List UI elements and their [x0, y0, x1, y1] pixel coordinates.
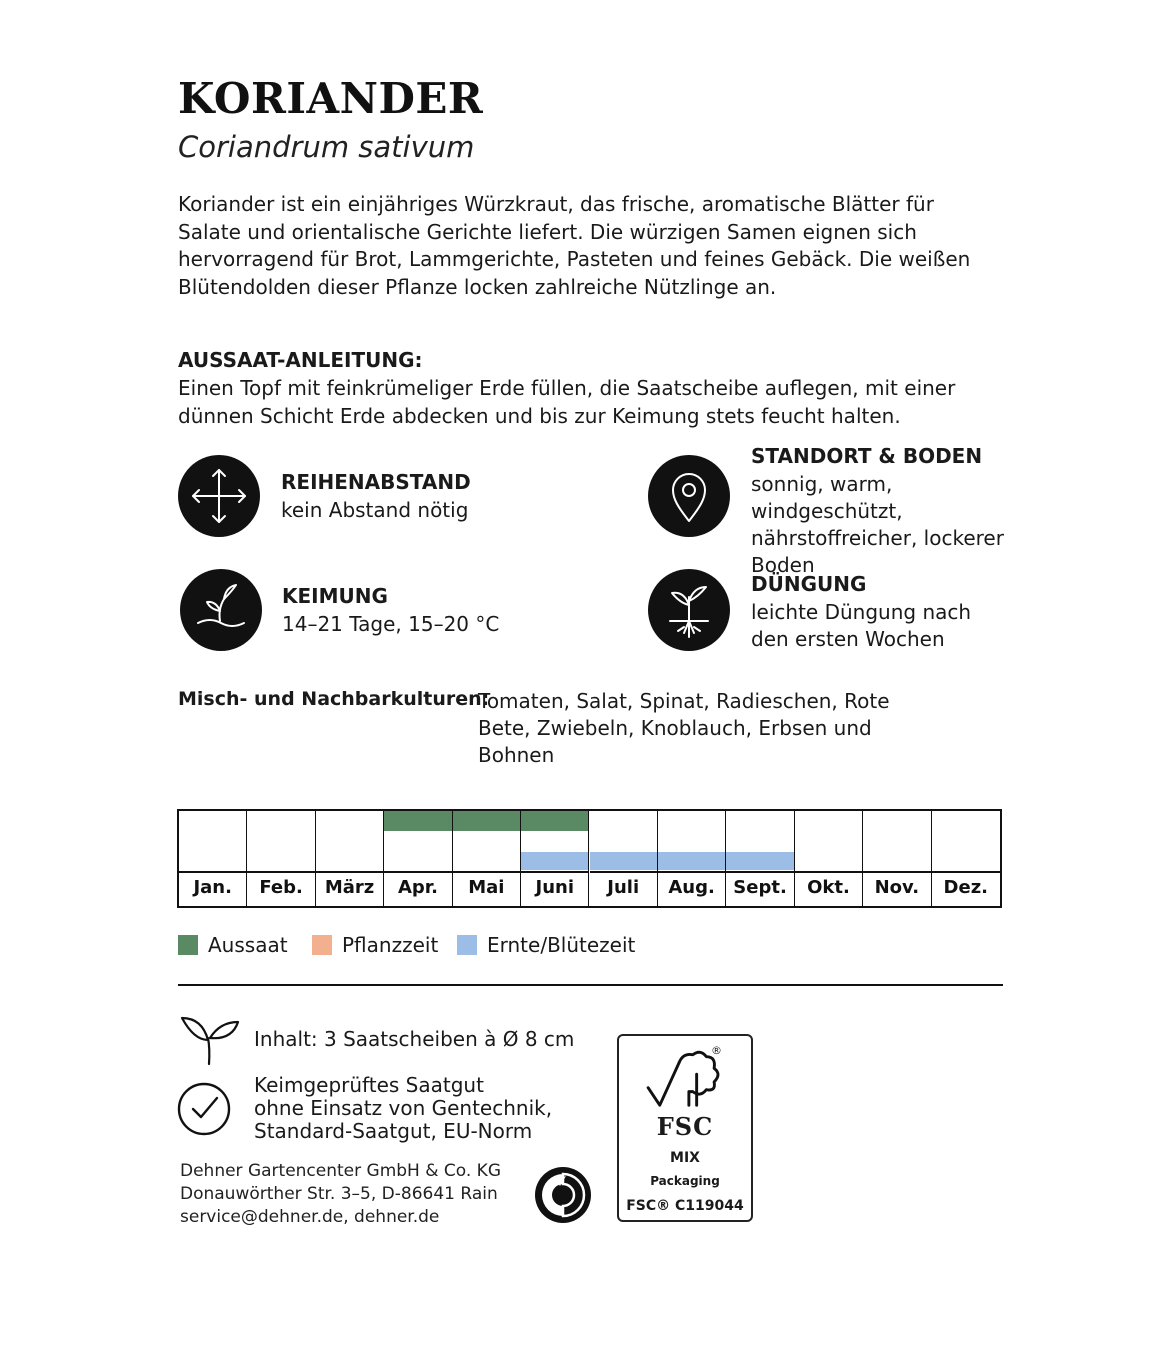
legend-swatch-planting [312, 935, 332, 955]
fsc-registered-mark: ® [711, 1044, 722, 1057]
location-pin-icon [648, 455, 730, 537]
calendar-month [179, 811, 247, 906]
calendar-month [932, 811, 1000, 906]
calendar-harvest-bar [521, 852, 588, 870]
calendar-month-label: Okt. [807, 877, 850, 898]
calendar-month [590, 811, 658, 906]
legend-harvest-label: Ernte/Blütezeit [487, 933, 636, 957]
calendar-row-divider [316, 871, 383, 873]
fertilizing-heading: DÜNGUNG [751, 572, 867, 596]
spacing-text: kein Abstand nötig [281, 498, 469, 522]
germination-heading: KEIMUNG [282, 584, 388, 608]
calendar-harvest-bar [726, 852, 793, 870]
calendar-month [521, 811, 589, 906]
quality-line-1: Keimgeprüftes Saatgut [254, 1073, 484, 1097]
address-line-2: Donauwörther Str. 3–5, D-86641 Rain [180, 1184, 498, 1204]
seedling-icon [180, 569, 262, 651]
calendar-row-divider [521, 871, 588, 873]
quality-line-3: Standard-Saatgut, EU-Norm [254, 1119, 533, 1143]
calendar-month-label: Apr. [397, 877, 438, 898]
calendar-month [795, 811, 863, 906]
product-description: Koriander ist ein einjähriges Würzkraut, das frische, aromatische Blätter für Salate und orientalische Gerichte liefert. Die würzigen Samen eignen sich hervorragend für Brot, Lammgerichte, Pasteten und feines Gebäck. Die weißen Blütendolden dieser Pflanze locken zahlreiche Nützlinge an. [178, 192, 971, 299]
calendar-row-divider [179, 871, 246, 873]
companions-label: Misch- und Nachbarkulturen: [178, 688, 490, 710]
sprout-icon [176, 1012, 242, 1066]
legend-planting [312, 933, 438, 957]
quality-line-2: ohne Einsatz von Gentechnik, [254, 1096, 553, 1120]
calendar-row-divider [795, 871, 862, 873]
calendar-harvest-bar [658, 852, 725, 870]
legend-planting-label: Pflanzzeit [342, 933, 439, 957]
calendar-row-divider [726, 871, 793, 873]
calendar-month-label: Juli [607, 877, 640, 898]
legend-harvest [457, 933, 635, 957]
address-line-1: Dehner Gartencenter GmbH & Co. KG [180, 1161, 501, 1181]
spacing-heading: REIHENABSTAND [281, 470, 471, 494]
calendar-month-label: März [324, 877, 375, 898]
content-info: Inhalt: 3 Saatscheiben à Ø 8 cm [254, 1027, 575, 1051]
legend-sowing [178, 933, 288, 957]
calendar-sowing-bar [521, 811, 588, 831]
plant-roots-icon [648, 569, 730, 651]
calendar-month [316, 811, 384, 906]
green-dot-recycling-icon [534, 1166, 592, 1224]
calendar-month-label: Aug. [668, 877, 715, 898]
germination-text: 14–21 Tage, 15–20 °C [282, 612, 500, 636]
calendar-sowing-bar [453, 811, 520, 831]
calendar-row-divider [247, 871, 314, 873]
calendar-month [658, 811, 726, 906]
product-title: KORIANDER [178, 74, 484, 123]
legend-swatch-sowing [178, 935, 198, 955]
move-arrows-icon [178, 455, 260, 537]
calendar-month [726, 811, 794, 906]
fsc-label [617, 1034, 753, 1222]
calendar-month-label: Dez. [943, 877, 989, 898]
legend-swatch-harvest [457, 935, 477, 955]
location-heading: STANDORT & BODEN [751, 444, 983, 468]
calendar-month [247, 811, 315, 906]
calendar-row-divider [658, 871, 725, 873]
calendar-month-label: Sept. [733, 877, 787, 898]
fsc-tree-check-icon [619, 1044, 751, 1118]
calendar-row-divider [384, 871, 451, 873]
calendar-month-label: Nov. [874, 877, 920, 898]
companions-text: Tomaten, Salat, Spinat, Radieschen, Rote Bete, Zwiebeln, Knoblauch, Erbsen und Bohnen [478, 689, 890, 767]
calendar-row-divider [863, 871, 930, 873]
calendar-row-divider [932, 871, 1000, 873]
calendar-month [384, 811, 452, 906]
calendar-month-label: Mai [468, 877, 505, 898]
calendar-month-label: Juni [535, 877, 575, 898]
location-text: sonnig, warm, windgeschützt, nährstoffreicher, lockerer Boden [751, 472, 1004, 577]
calendar-month-label: Feb. [259, 877, 303, 898]
latin-name: Coriandrum sativum [178, 130, 475, 164]
calendar-month [453, 811, 521, 906]
company-address [180, 1160, 501, 1229]
calendar-row-divider [453, 871, 520, 873]
legend-sowing-label: Aussaat [208, 933, 288, 957]
fsc-code: FSC® C119044 [626, 1198, 744, 1214]
calendar-harvest-bar [590, 852, 657, 870]
sowing-heading: AUSSAAT-ANLEITUNG: [178, 348, 423, 372]
address-line-3: service@dehner.de, dehner.de [180, 1207, 440, 1227]
sowing-calendar [177, 809, 1002, 908]
calendar-row-divider [590, 871, 657, 873]
check-circle-icon [177, 1080, 233, 1136]
calendar-sowing-bar [384, 811, 451, 831]
fertilizing-text: leichte Düngung nach den ersten Wochen [751, 600, 972, 651]
sowing-text: Einen Topf mit feinkrümeliger Erde füllen, die Saatscheibe auflegen, mit einer dünnen Schicht Erde abdecken und bis zur Keimung stets feucht halten. [178, 376, 956, 428]
calendar-month [863, 811, 931, 906]
divider [178, 984, 1003, 986]
calendar-month-label: Jan. [193, 877, 232, 898]
fsc-mix: MIX [670, 1150, 700, 1166]
fsc-logo-text: FSC [656, 1112, 714, 1141]
fsc-packaging: Packaging [650, 1174, 720, 1188]
